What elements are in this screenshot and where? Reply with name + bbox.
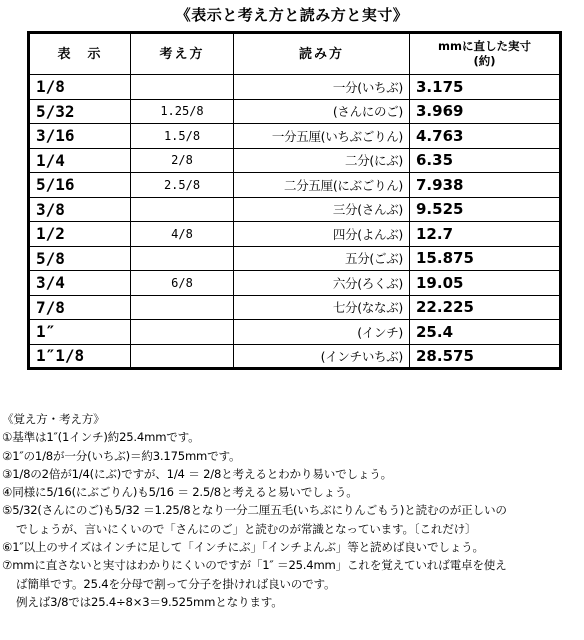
note-line: ①基準は1″(1インチ)約25.4mmです。 <box>2 430 200 445</box>
cell-thinking: 1.5/8 <box>131 124 234 149</box>
table-row <box>29 75 561 100</box>
cell-thinking: 2/8 <box>131 148 234 173</box>
cell-display: 5/32 <box>29 99 131 124</box>
cell-thinking <box>131 320 234 345</box>
cell-thinking <box>131 197 234 222</box>
note-line: ⑥1″以上のサイズはインチに足して「インチにぶ」「インチよんぶ」等と読めば良いでしょう。 <box>2 540 484 555</box>
table-row <box>29 344 561 369</box>
cell-mm: 12.7 <box>410 222 561 247</box>
cell-reading: 一分五厘(いちぶごりん) <box>234 124 410 149</box>
cell-thinking <box>131 246 234 271</box>
cell-reading: 二分(にぶ) <box>234 148 410 173</box>
cell-reading: 六分(ろくぶ) <box>234 271 410 296</box>
cell-display: 5/8 <box>29 246 131 271</box>
header-mm-line1: mmに直した実寸 <box>438 39 531 53</box>
cell-thinking: 1.25/8 <box>131 99 234 124</box>
table-row <box>29 320 561 345</box>
cell-mm: 25.4 <box>410 320 561 345</box>
cell-display: 1/4 <box>29 148 131 173</box>
cell-display: 1″1/8 <box>29 344 131 369</box>
cell-reading: 一分(いちぶ) <box>234 75 410 100</box>
table-row <box>29 271 561 296</box>
cell-mm: 19.05 <box>410 271 561 296</box>
cell-reading: (インチいちぶ) <box>234 344 410 369</box>
cell-reading: 四分(よんぶ) <box>234 222 410 247</box>
table-row <box>29 148 561 173</box>
header-reading: 読み方 <box>234 33 410 75</box>
cell-mm: 6.35 <box>410 148 561 173</box>
cell-thinking: 4/8 <box>131 222 234 247</box>
cell-display: 1/8 <box>29 75 131 100</box>
cell-mm: 15.875 <box>410 246 561 271</box>
table-row <box>29 99 561 124</box>
note-line: ⑦mmに直さないと実寸はわかりにくいのですが「1″ ＝25.4mm」これを覚えていれば電卓を使え <box>2 558 507 573</box>
page-title: 《表示と考え方と読み方と実寸》 <box>175 6 409 24</box>
cell-reading: 二分五厘(にぶごりん) <box>234 173 410 198</box>
cell-reading: 七分(ななぶ) <box>234 295 410 320</box>
cell-thinking: 2.5/8 <box>131 173 234 198</box>
header-mm <box>410 33 561 75</box>
header-thinking: 考え方 <box>131 33 234 75</box>
cell-reading: (さんにのご) <box>234 99 410 124</box>
cell-mm: 3.969 <box>410 99 561 124</box>
cell-display: 3/4 <box>29 271 131 296</box>
notes-section <box>2 410 582 611</box>
cell-display: 5/16 <box>29 173 131 198</box>
cell-thinking <box>131 75 234 100</box>
notes-heading: 《覚え方・考え方》 <box>2 412 105 426</box>
note-line: 例えば3/8では25.4÷8×3＝9.525mmとなります。 <box>16 594 283 609</box>
cell-display: 3/8 <box>29 197 131 222</box>
cell-mm: 22.225 <box>410 295 561 320</box>
table-header-row <box>29 33 561 75</box>
note-line: ⑤5/32(さんにのご)も5/32 ＝1.25/8となり一分二厘五毛(いちぶにりんごもう)と読むのが正しいの <box>2 503 507 518</box>
table-row <box>29 197 561 222</box>
cell-reading: 五分(ごぶ) <box>234 246 410 271</box>
cell-display: 1″ <box>29 320 131 345</box>
header-display: 表 示 <box>29 33 131 75</box>
header-mm-line2: (約) <box>473 54 496 68</box>
table-row <box>29 295 561 320</box>
cell-mm: 4.763 <box>410 124 561 149</box>
note-line: ②1″の1/8が一分(いちぶ)＝約3.175mmです。 <box>2 448 241 463</box>
cell-mm: 9.525 <box>410 197 561 222</box>
cell-reading: (インチ) <box>234 320 410 345</box>
cell-mm: 28.575 <box>410 344 561 369</box>
table-row <box>29 124 561 149</box>
table-row <box>29 222 561 247</box>
cell-thinking <box>131 295 234 320</box>
cell-display: 1/2 <box>29 222 131 247</box>
note-line: ③1/8の2倍が1/4(にぶ)ですが、1/4 ＝ 2/8と考えるとわかり易いでしょう。 <box>2 466 393 481</box>
note-line: でしょうが、言いにくいので「さんにのご」と読むのが常識となっています。〔これだけ〕 <box>16 521 477 536</box>
cell-reading: 三分(さんぶ) <box>234 197 410 222</box>
note-line: ば簡単です。25.4を分母で割って分子を掛ければ良いのです。 <box>16 576 336 591</box>
cell-thinking <box>131 344 234 369</box>
table-row <box>29 246 561 271</box>
cell-display: 3/16 <box>29 124 131 149</box>
note-line: ④同様に5/16(にぶごりん)も5/16 ＝ 2.5/8と考えると易いでしょう。 <box>2 485 358 500</box>
cell-thinking: 6/8 <box>131 271 234 296</box>
cell-display: 7/8 <box>29 295 131 320</box>
cell-mm: 3.175 <box>410 75 561 100</box>
table-row <box>29 173 561 198</box>
cell-mm: 7.938 <box>410 173 561 198</box>
conversion-table <box>27 31 562 370</box>
